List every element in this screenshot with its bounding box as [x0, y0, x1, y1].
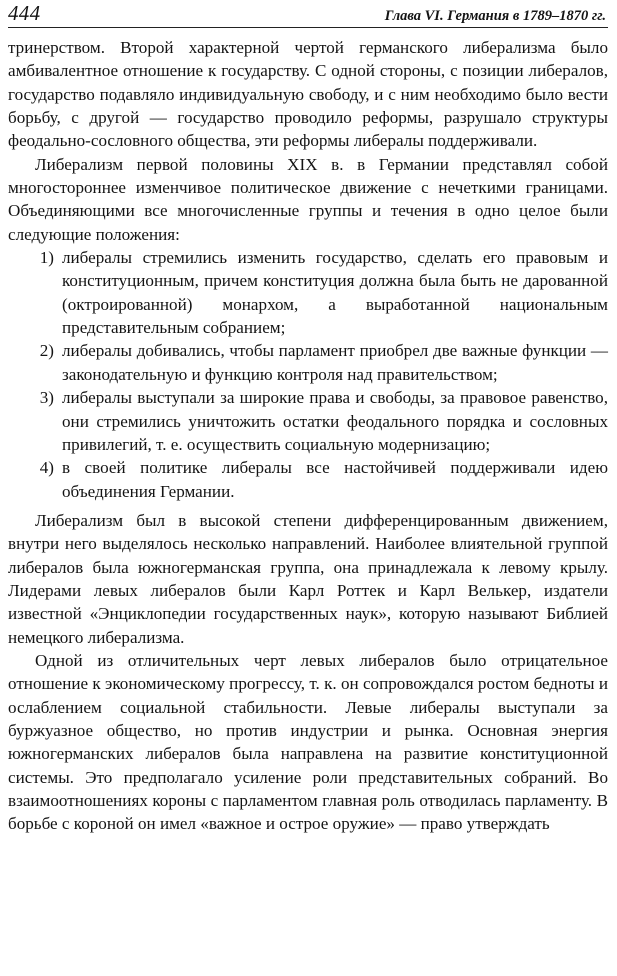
- list-item: [8, 339, 608, 386]
- list-item-number: 4): [39, 458, 54, 478]
- liberal-positions-list: [8, 246, 608, 503]
- list-item-number: 1): [39, 248, 54, 268]
- paragraph-left-liberals: Одной из отличительных черт левых либералов было отрицательное отношение к экономическому прогрессу, т. к. он сопровождался ростом бедноты и ослаблением социальной стабильности. Левые либералы выступали за буржуазное общество, но против индустрии и рынка. Основная энергия южногерманских либералов была направлена на развитие конституционной системы. Это предполагало усиление роли представительных собраний. Во взаимоотношениях короны с парламентом главная роль отводилась парламенту. В борьбе с короной он имел «важное и острое оружие» — право утверждать: [8, 650, 608, 834]
- body-text: [8, 36, 608, 836]
- list-item: [8, 246, 608, 339]
- list-item-text: либералы стремились изменить государство, сделать его правовым и конституционным, причем конституция должна была быть не дарованной (октроированной) монархом, а выработанной национальным представительным собранием;: [62, 248, 608, 338]
- list-item: [8, 456, 608, 503]
- paragraph-liberalism-intro: Либерализм первой половины XIX в. в Германии представлял собой многостороннее изменчивое политическое движение с нечеткими границами. Объединяющими все многочисленные группы и течения в одно целое были следующие положения:: [8, 154, 608, 244]
- list-item-number: 3): [39, 388, 54, 408]
- chapter-title: Глава VI. Германия в 1789–1870 гг.: [384, 8, 606, 24]
- paragraph-continuation: тринерством. Второй характерной чертой германского либерализма было амбивалентное отношение к государству. С одной стороны, с позиции либералов, государство подавляло индивидуальную свободу, и с ним необходимо было вести борьбу, с другой — государство проводило реформы, разрушало структуры феодально-сословного общества, эти реформы либералы поддерживали.: [8, 38, 608, 151]
- paragraph-differentiated-movement: Либерализм был в высокой степени дифференцированным движением, внутри него выделялось несколько направлений. Наиболее влиятельной группой либералов была южногерманская группа, она принадлежала к левому крылу. Лидерами левых либералов были Карл Роттек и Карл Велькер, издатели известной «Энциклопедии государственных наук», которую называют Библией немецкого либерализма.: [8, 510, 608, 647]
- list-item-number: 2): [39, 341, 54, 361]
- list-item-text: либералы добивались, чтобы парламент приобрел две важные функции — законодательную и функцию контроля над правительством;: [62, 341, 608, 384]
- list-item: [8, 386, 608, 456]
- list-item-text: либералы выступали за широкие права и свободы, за правовое равенство, они стремились уничтожить остатки феодального порядка и сословных привилегий, т. е. осуществить социальную модернизацию;: [62, 388, 608, 454]
- list-item-text: в своей политике либералы все настойчивей поддерживали идею объединения Германии.: [62, 458, 608, 501]
- page-number: 444: [8, 1, 41, 25]
- running-head: [8, 0, 608, 28]
